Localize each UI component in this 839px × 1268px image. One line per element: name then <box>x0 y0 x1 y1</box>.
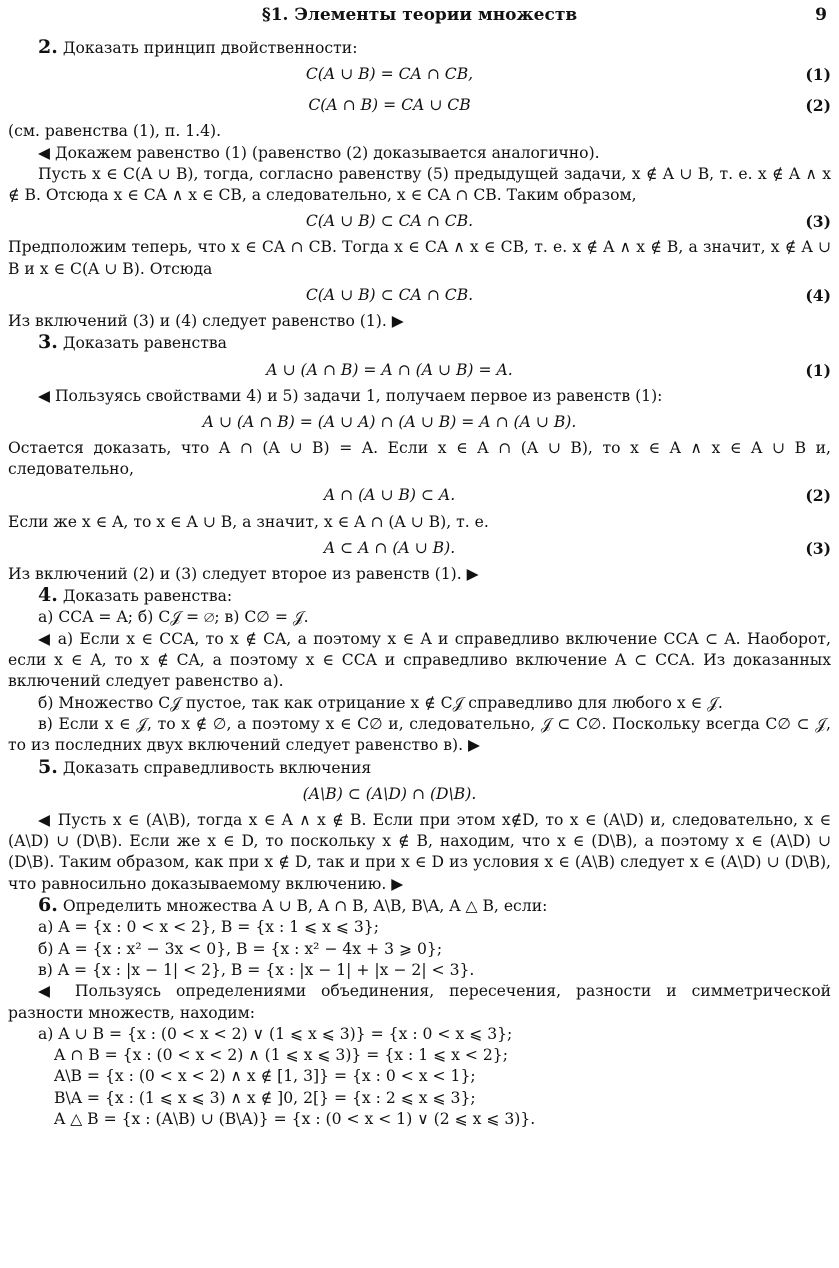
equation <box>8 407 831 438</box>
problem-4-statement <box>8 585 831 607</box>
paragraph: Пусть x ∈ C(A ∪ B), тогда, согласно равенству (5) предыдущей задачи, x ∉ A ∪ B, т. е. x ∉ A ∧ x ∉ B. Отсюда x ∈ CA ∧ x ∈ CB, а следовательно, x ∈ CA ∩ CB. Таким образом, <box>8 164 831 205</box>
equation-number: (1) <box>805 65 831 85</box>
formula: A ⊂ A ∩ (A ∪ B). <box>323 538 456 557</box>
formula: A ∪ (A ∩ B) = A ∩ (A ∪ B) = A. <box>266 360 513 379</box>
formula: C(A ∪ B) ⊂ CA ∩ CB. <box>305 212 474 231</box>
problem-text: Определить множества A ∪ B, A ∩ B, A\B, B\A, A △ B, если: <box>62 897 548 916</box>
paragraph: ◀ Пусть x ∈ (A\B), тогда x ∈ A ∧ x ∉ B. Если при этом x∉D, то x ∈ (A\D) и, следовательно, x ∈ (A\D) ∪ (D\B). Если же x ∈ D, то поскольку x ∉ B, находим, что x ∈ (D\B), а поэтому x ∈ (A\D) ∪ (D\B). Таким образом, как при x ∉ D, так и при x ∈ D из условия x ∈ (A\B) следует x ∈ (A\D) ∪ (D\B), что равносильно доказываемому включению. ▶ <box>8 810 831 893</box>
paragraph: B\A = {x : (1 ⩽ x ⩽ 3) ∧ x ∉ ]0, 2[} = {x : 2 ⩽ x ⩽ 3}; <box>54 1088 476 1107</box>
equation <box>8 90 831 121</box>
paragraph: ◀ Докажем равенство (1) (равенство (2) доказывается аналогично). <box>38 143 600 162</box>
equation-number: (2) <box>805 486 831 506</box>
paragraph: б) Множество C𝒥 пустое, так как отрицание x ∉ C𝒥 справедливо для любого x ∈ 𝒥. <box>38 693 723 712</box>
paragraph: A △ B = {x : (A\B) ∪ (B\A)} = {x : (0 < x < 1) ∨ (2 ⩽ x ⩽ 3)}. <box>54 1109 536 1128</box>
paragraph: ◀ а) Если x ∈ CCA, то x ∉ CA, а поэтому x ∈ A и справедливо включение CCA ⊂ A. Наоборот, если x ∈ A, то x ∉ CA, а поэтому x ∈ CCA и справедливо включение A ⊂ CCA. Из доказанных включений следует равенство а). <box>8 629 831 691</box>
paragraph: Из включений (2) и (3) следует второе из равенств (1). ▶ <box>8 564 479 583</box>
problem-number: 4. <box>38 584 58 607</box>
problem-text: Доказать принцип двойственности: <box>62 39 358 57</box>
problem-6-statement <box>8 895 831 917</box>
paragraph: а) A = {x : 0 < x < 2}, B = {x : 1 ⩽ x ⩽ 3}; <box>38 918 379 937</box>
paragraph: в) Если x ∈ 𝒥, то x ∉ ∅, а поэтому x ∈ C∅ и, следовательно, 𝒥 ⊂ C∅. Поскольку всегда C∅ ⊂ 𝒥, то из последних двух включений следует равенство в). ▶ <box>8 714 831 755</box>
equation <box>8 206 831 237</box>
formula: C(A ∪ B) = CA ∩ CB, <box>305 65 474 84</box>
equation-number: (3) <box>805 212 831 232</box>
paragraph: Предположим теперь, что x ∈ CA ∩ CB. Тогда x ∈ CA ∧ x ∈ CB, т. е. x ∉ A ∧ x ∉ B, а значит, x ∉ A ∪ B и x ∈ C(A ∪ B). Отсюда <box>8 238 831 278</box>
equation-number: (1) <box>805 360 831 380</box>
section-title: §1. Элементы теории множеств <box>261 5 578 25</box>
equation <box>8 355 831 386</box>
problem-text: Доказать справедливость включения <box>62 758 372 777</box>
problem-5-statement <box>8 757 831 779</box>
page-content <box>8 37 831 1130</box>
paragraph: б) A = {x : x² − 3x < 0}, B = {x : x² − 4x + 3 ⩾ 0}; <box>38 939 443 958</box>
equation <box>8 280 831 311</box>
paragraph: ◀ Пользуясь определениями объединения, пересечения, разности и симметрической разности множеств, находим: <box>8 982 831 1022</box>
problem-number: 5. <box>38 755 58 778</box>
equation <box>8 779 831 810</box>
problem-text: Доказать равенства <box>62 334 227 353</box>
paragraph: ◀ Пользуясь свойствами 4) и 5) задачи 1, получаем первое из равенств (1): <box>38 386 663 405</box>
equation <box>8 481 831 512</box>
paragraph: Если же x ∈ A, то x ∈ A ∪ B, а значит, x ∈ A ∩ (A ∪ B), т. е. <box>8 512 489 531</box>
problem-text: Доказать равенства: <box>62 587 233 606</box>
page-header <box>0 5 839 27</box>
formula: C(A ∩ B) = CA ∪ CB <box>308 96 471 115</box>
paragraph: а) A ∪ B = {x : (0 < x < 2) ∨ (1 ⩽ x ⩽ 3)} = {x : 0 < x ⩽ 3}; <box>38 1024 513 1043</box>
equation-number: (4) <box>805 285 831 305</box>
paragraph: A\B = {x : (0 < x < 2) ∧ x ∉ [1, 3]} = {x : 0 < x < 1}; <box>54 1067 476 1086</box>
problem-number: 3. <box>38 331 58 354</box>
equation-number: (2) <box>805 96 831 116</box>
equation <box>8 533 831 564</box>
paragraph: в) A = {x : |x − 1| < 2}, B = {x : |x − 1| + |x − 2| < 3}. <box>38 960 475 979</box>
formula: (A\B) ⊂ (A\D) ∩ (D\B). <box>302 784 477 803</box>
formula: A ∩ (A ∪ B) ⊂ A. <box>323 486 456 505</box>
paragraph: Из включений (3) и (4) следует равенство (1). ▶ <box>8 312 404 331</box>
paragraph: (см. равенства (1), п. 1.4). <box>8 122 222 141</box>
problem-3-statement <box>8 332 831 354</box>
paragraph: A ∩ B = {x : (0 < x < 2) ∧ (1 ⩽ x ⩽ 3)} = {x : 1 ⩽ x < 2}; <box>54 1046 508 1065</box>
page-number: 9 <box>815 5 827 25</box>
equation-number: (3) <box>805 538 831 558</box>
formula: A ∪ (A ∩ B) = (A ∪ A) ∩ (A ∪ B) = A ∩ (A ∪ B). <box>202 412 577 431</box>
paragraph: а) CCA = A; б) C𝒥 = ∅; в) C∅ = 𝒥. <box>38 608 309 627</box>
formula: C(A ∪ B) ⊂ CA ∩ CB. <box>305 285 474 304</box>
problem-number: 2. <box>38 36 58 58</box>
problem-number: 6. <box>38 894 58 917</box>
problem-2-statement <box>8 37 831 59</box>
equation <box>8 59 831 90</box>
paragraph: Остается доказать, что A ∩ (A ∪ B) = A. Если x ∈ A ∩ (A ∪ B), то x ∈ A ∧ x ∈ A ∪ B и, следовательно, <box>8 438 831 479</box>
